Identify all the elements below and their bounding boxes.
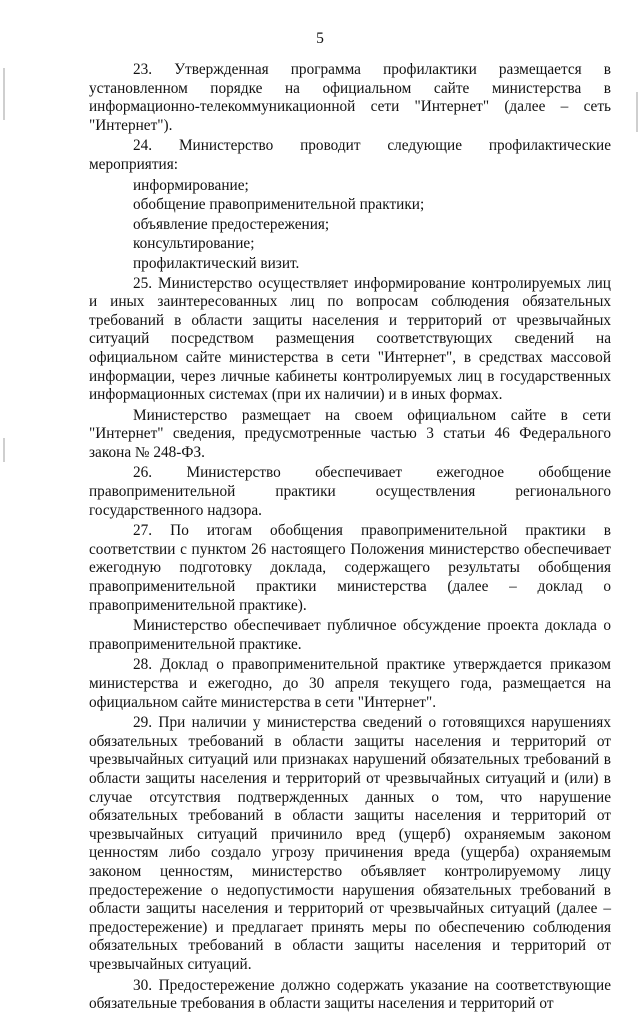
paragraph: 29. При наличии у министерства сведений о готовящихся нарушениях обязательных требований в области защиты населения и территорий от чрезвычайных ситуаций или признаках нарушений обязательных требований в области защиты населения и территорий от чрезвычайных ситуаций и (или) в случае отсутствия подтвержденных данных о том, что нарушение обязательных требований в области защиты населения и территорий от чрезвычайных ситуаций причинило вред (ущерб) охраняемым законом ценностям либо создало угрозу причинения вреда (ущерба) охраняемым законом ценностям, министерство объявляет контролируемому лицу предостережение о недопустимости нарушения обязательных требований в области защиты населения и территорий от чрезвычайных ситуаций (далее – предостережение) и предлагает принять меры по обеспечению соблюдения обязательных требований в области защиты населения и территорий от чрезвычайных ситуаций.	[89, 714, 611, 973]
paragraph: 24. Министерство проводит следующие профилактические мероприятия:	[89, 137, 611, 173]
scan-margin-mark	[3, 68, 5, 120]
paragraph: 28. Доклад о правоприменительной практике утверждается приказом министерства и ежегодно, до 30 апреля текущего года, размещается на официальном сайте министерства в сети "Интернет".	[89, 656, 611, 711]
paragraph: 23. Утвержденная программа профилактики размещается в установленном порядке на официальном сайте министерства в информационно-телекоммуникационной сети "Интернет" (далее – сеть "Интернет").	[89, 61, 611, 134]
scan-margin-mark	[636, 92, 638, 132]
paragraph: 27. По итогам обобщения правоприменительной практики в соответствии с пунктом 26 настоящего Положения министерство обеспечивает ежегодную подготовку доклада, содержащего результаты обобщения правоприменительной практики министерства (далее – доклад о правоприменительной практике).	[89, 522, 611, 614]
paragraph: 30. Предостережение должно содержать указание на соответствующие обязательные требования в области защиты населения и территорий от	[89, 976, 611, 1013]
list-item: консультирование;	[133, 235, 255, 253]
paragraph: 26. Министерство обеспечивает ежегодное обобщение правоприменительной практики осуществления регионального государственного надзора.	[89, 464, 611, 519]
list-item: объявление предостережения;	[133, 215, 330, 233]
scan-margin-mark	[3, 438, 5, 462]
list-item: профилактический визит.	[133, 254, 300, 272]
paragraph: Министерство размещает на своем официальном сайте в сети "Интернет" сведения, предусмотренные частью 3 статьи 46 Федерального закона № 248-ФЗ.	[89, 406, 611, 461]
page-number: 5	[316, 30, 324, 47]
list-item: информирование;	[133, 176, 249, 194]
list-item: обобщение правоприменительной практики;	[133, 196, 425, 214]
paragraph: Министерство обеспечивает публичное обсуждение проекта доклада о правоприменительной практике.	[89, 617, 611, 653]
document-body	[89, 61, 611, 1016]
paragraph: 25. Министерство осуществляет информирование контролируемых лиц и иных заинтересованных лиц по вопросам соблюдения обязательных требований в области защиты населения и территорий от чрезвычайных ситуаций посредством размещения соответствующих сведений на официальном сайте министерства в сети "Интернет", в средствах массовой информации, через личные кабинеты контролируемых лиц в государственных информационных системах (при их наличии) и в иных формах.	[89, 274, 611, 404]
